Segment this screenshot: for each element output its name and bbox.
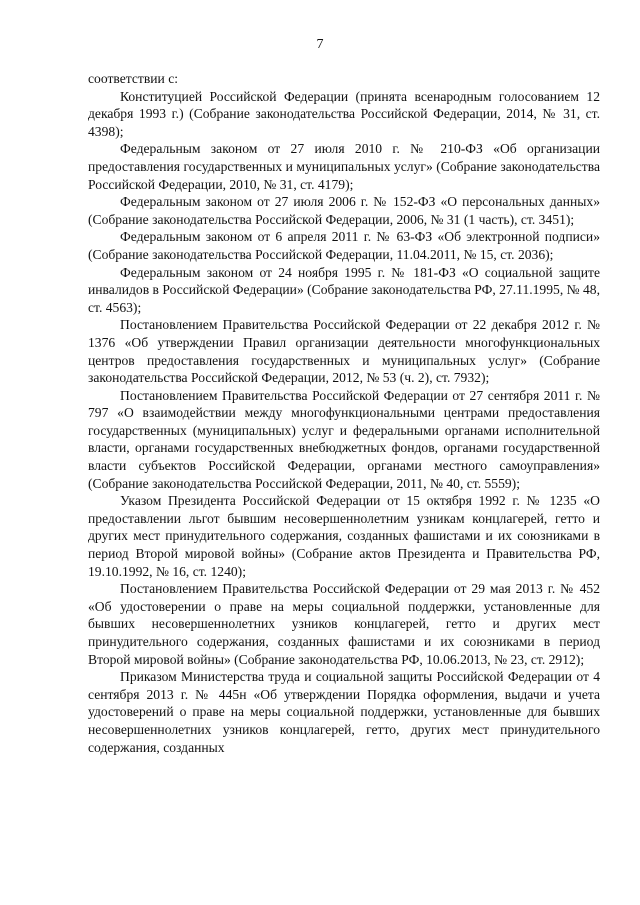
legal-basis-item-63-fz: Федеральным законом от 6 апреля 2011 г. № 63-ФЗ «Об электронной подписи» (Собрание законодательства Российской Федерации, 11.04.2011, № 15, ст. 2036);: [88, 229, 600, 262]
legal-basis-item-decree-1235: Указом Президента Российской Федерации от 15 октября 1992 г. № 1235 «О предоставлении льгот бывшим несовершеннолетним узникам концлагерей, гетто и других мест принудительного содержания, созданных фашистами и их союзниками в период Второй мировой войны» (Собрание актов Президента и Правительства РФ, 19.10.1992, № 16, ст. 1240);: [88, 493, 600, 579]
legal-basis-item-resolution-1376: Постановлением Правительства Российской Федерации от 22 декабря 2012 г. № 1376 «Об утверждении Правил организации деятельности многофункциональных центров предоставления государственных и муниципальных услуг» (Собрание законодательства Российской Федерации, 2012, № 53 (ч. 2), ст. 7932);: [88, 317, 600, 386]
legal-basis-item-order-445n: Приказом Министерства труда и социальной защиты Российской Федерации от 4 сентября 2013 г. № 445н «Об утверждении Порядка оформления, выдачи и учета удостоверений о праве на меры социальной поддержки, установленные для бывших несовершеннолетних узников концлагерей, гетто, других мест принудительного содержания, созданных: [88, 669, 600, 755]
legal-basis-item-resolution-452: Постановлением Правительства Российской Федерации от 29 мая 2013 г. № 452 «Об удостоверении о праве на меры социальной поддержки, установленные для бывших несовершеннолетних узников концлагерей, гетто и других мест принудительного содержания, созданных фашистами и их союзниками в период Второй мировой войны» (Собрание законодательства РФ, 10.06.2013, № 23, ст. 2912);: [88, 581, 600, 667]
page-number: 7: [316, 37, 324, 52]
legal-basis-item-181-fz: Федеральным законом от 24 ноября 1995 г. № 181-ФЗ «О социальной защите инвалидов в Российской Федерации» (Собрание законодательства РФ, 27.11.1995, № 48, ст. 4563);: [88, 264, 600, 315]
legal-basis-item-resolution-797: Постановлением Правительства Российской Федерации от 27 сентября 2011 г. № 797 «О взаимодействии между многофункциональными центрами предоставления государственных (муниципальных) услуг и федеральными органами исполнительной власти, органами государственных внебюджетных фондов, органами государственной власти субъектов Российской Федерации, органами местного самоуправления» (Собрание законодательства Российской Федерации, 2011, № 40, ст. 5559);: [88, 387, 600, 491]
intro-line: соответствии с:: [88, 71, 179, 86]
legal-basis-item-152-fz: Федеральным законом от 27 июля 2006 г. № 152-ФЗ «О персональных данных» (Собрание законодательства Российской Федерации, 2006, № 31 (1 часть), ст. 3451);: [88, 194, 600, 227]
legal-basis-item-constitution: Конституцией Российской Федерации (принята всенародным голосованием 12 декабря 1993 г.) (Собрание законодательства Российской Федерации, 2014, № 31, ст. 4398);: [88, 88, 600, 139]
document-body: [88, 70, 600, 756]
legal-basis-item-210-fz: Федеральным законом от 27 июля 2010 г. № 210-ФЗ «Об организации предоставления государственных и муниципальных услуг» (Собрание законодательства Российской Федерации, 2010, № 31, ст. 4179);: [88, 141, 600, 192]
